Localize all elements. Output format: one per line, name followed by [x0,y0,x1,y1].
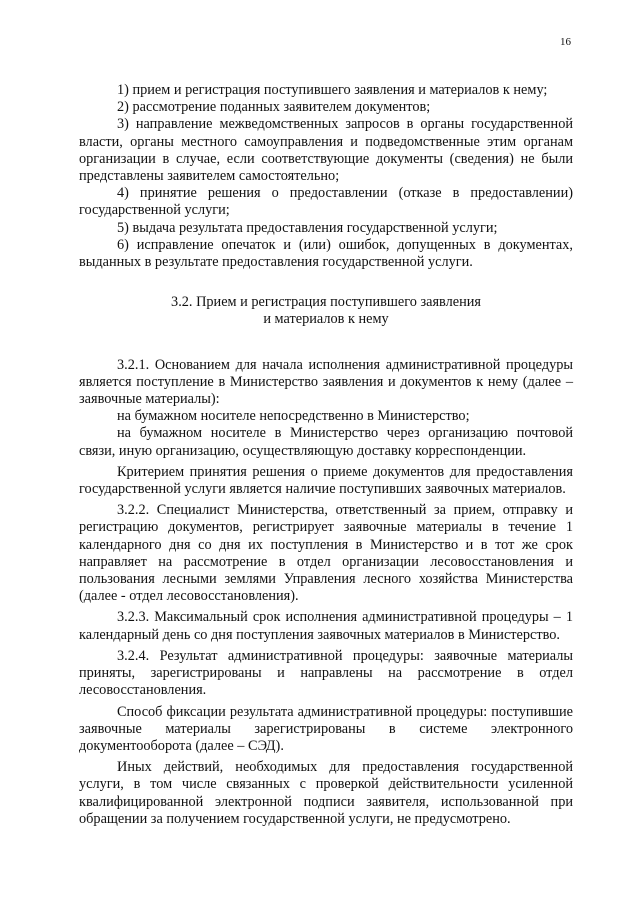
paragraph: Критерием принятия решения о приеме документов для предоставления государственной услуги является наличие поступивших заявочных материалов. [79,463,573,498]
document-body [79,82,573,828]
paragraph: 3.2.3. Максимальный срок исполнения административной процедуры – 1 календарный день со дня поступления заявочных материалов в Министерство. [79,609,573,643]
list-item: 3) направление межведомственных запросов в органы государственной власти, органы местного самоуправления и подведомственные этим органам организации в случае, если соответствующие документы (сведения) не были представлены заявителем самостоятельно; [79,116,573,185]
paragraph: на бумажном носителе в Министерство через организацию почтовой связи, иную организацию, осуществляющую доставку корреспонденции. [79,425,573,459]
paragraph: 3.2.2. Специалист Министерства, ответственный за прием, отправку и регистрацию документов, регистрирует заявочные материалы в течение 1 календарного дня со дня их поступления в Министерство и в тот же срок направляет на рассмотрение в отдел организации лесовосстановления и пользования лесными землями Управления лесного хозяйства Министерства (далее - отдел лесовосстановления). [79,502,573,605]
section-heading [79,294,573,328]
page-number: 16 [560,36,571,48]
list-item: 6) исправление опечаток и (или) ошибок, допущенных в документах, выданных в результате предоставления государственной услуги. [79,236,573,271]
list-item: 2) рассмотрение поданных заявителем документов; [117,99,431,116]
paragraph: на бумажном носителе непосредственно в Министерство; [117,408,470,425]
paragraph: Иных действий, необходимых для предоставления государственной услуги, в том числе связанных с проверкой действительности усиленной квалифицированной электронной подписи заявителя, использованной при обращении за получением государственной услуги, не предусмотрено. [79,759,573,827]
section-body [79,357,573,828]
list-item: 1) прием и регистрация поступившего заявления и материалов к нему; [117,82,548,98]
list-item: 5) выдача результата предоставления государственной услуги; [117,219,498,236]
section-heading-line: и материалов к нему [263,311,389,328]
list-item: 4) принятие решения о предоставлении (отказе в предоставлении) государственной услуги; [79,185,573,219]
section-heading-line: 3.2. Прием и регистрация поступившего заявления [171,294,481,311]
paragraph: 3.2.4. Результат административной процедуры: заявочные материалы приняты, зарегистрированы и направлены на рассмотрение в отдел лесовосстановления. [79,647,573,699]
paragraph: 3.2.1. Основанием для начала исполнения административной процедуры является поступление в Министерство заявления и документов к нему (далее – заявочные материалы): [79,356,573,408]
procedure-steps-list [79,82,573,271]
paragraph: Способ фиксации результата административной процедуры: поступившие заявочные материалы зарегистрированы в системе электронного документооборота (далее – СЭД). [79,703,573,754]
